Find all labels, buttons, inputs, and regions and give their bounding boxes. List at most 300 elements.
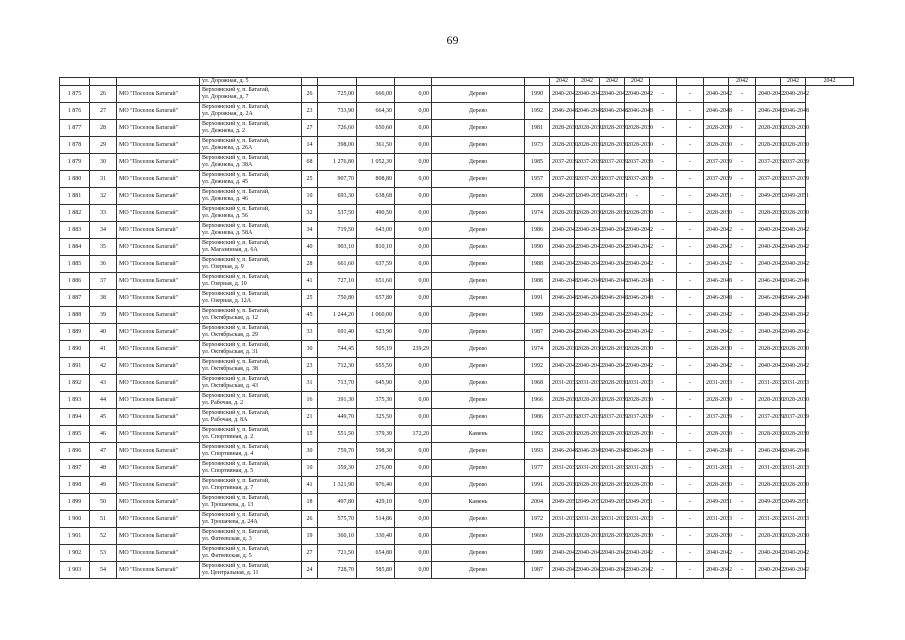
row-number-cell: 1 876 — [60, 103, 90, 120]
residential-area-cell: 654,80 — [357, 545, 395, 562]
address-cell — [200, 494, 302, 511]
dash-cell: - — [677, 290, 704, 307]
table-row — [60, 171, 854, 188]
repair-period-cell: 2040-2042 — [756, 358, 781, 375]
repair-period-cell: 2046-2048 — [756, 103, 781, 120]
dash-cell: - — [729, 477, 756, 494]
repair-period-cell: 2037-2039 — [550, 171, 575, 188]
address-cell — [200, 375, 302, 392]
repair-period-cell: 2046-2048 — [625, 443, 650, 460]
repair-period-cell: 2028-2030 — [550, 528, 575, 545]
repair-period-cell: 2028-2030 — [550, 120, 575, 137]
repair-period-cell: 2028-2030 — [550, 205, 575, 222]
dash-cell: - — [677, 341, 704, 358]
repair-period-cell: 2046-2048 — [704, 290, 729, 307]
repair-period-cell: 2028-2030 — [625, 120, 650, 137]
repair-period-cell: 2040-2042 — [625, 239, 650, 256]
nonresidential-area-cell: 0,00 — [395, 392, 432, 409]
repair-period-cell: 2040-2042 — [781, 358, 806, 375]
repair-period-cell: 2028-2030 — [575, 477, 600, 494]
repair-period-cell: 2040-2042 — [575, 545, 600, 562]
repair-period-cell: 2028-2030 — [550, 477, 575, 494]
total-area-cell: 750,80 — [318, 290, 357, 307]
table-row — [60, 426, 854, 443]
repair-period-cell: 2040-2042 — [756, 86, 781, 103]
dash-cell: - — [650, 375, 677, 392]
row-number-cell: 1 880 — [60, 171, 90, 188]
build-year-cell: 1988 — [525, 256, 550, 273]
repair-period-cell: 2028-2030 — [781, 341, 806, 358]
dash-cell: - — [650, 273, 677, 290]
residential-area-cell: 808,80 — [357, 171, 395, 188]
nonresidential-area-cell: 239,29 — [395, 341, 432, 358]
address-line-1: Верхоянский у, п. Батагай, — [202, 546, 270, 552]
repair-period-cell: 2040-2042 — [550, 358, 575, 375]
repair-period-cell: 2028-2030 — [600, 375, 625, 392]
address-cell — [200, 239, 302, 256]
address-cell — [200, 154, 302, 171]
address-line-1: Верхоянский у, п. Батагай, — [202, 308, 270, 314]
repair-period-cell: 2040-2042 — [600, 324, 625, 341]
table-row — [60, 256, 854, 273]
dash-cell: - — [650, 511, 677, 528]
address-line-1: Верхоянский у, п. Батагай, — [202, 478, 270, 484]
repair-period-cell: 2031-2033 — [704, 460, 729, 477]
repair-period-cell: 2028-2030 — [600, 528, 625, 545]
dash-cell: - — [677, 358, 704, 375]
address-cell — [200, 443, 302, 460]
repair-period-cell: 2031-2033 — [575, 511, 600, 528]
row-number-cell: 1 882 — [60, 205, 90, 222]
dash-cell: - — [650, 562, 677, 579]
empty-cell — [395, 78, 432, 86]
residential-area-cell: 375,30 — [357, 392, 395, 409]
residential-area-cell: 379,30 — [357, 426, 395, 443]
repair-period-cell: 2046-2048 — [600, 443, 625, 460]
nonresidential-area-cell: 0,00 — [395, 528, 432, 545]
address-cell — [200, 273, 302, 290]
local-number-cell: 33 — [90, 205, 117, 222]
nonresidential-area-cell: 0,00 — [395, 137, 432, 154]
dash-cell: - — [677, 120, 704, 137]
address-line-2: ул. Спортивная, д. 5 — [202, 468, 254, 474]
repair-period-cell: 2028-2030 — [704, 477, 729, 494]
repair-period-cell: 2031-2033 — [550, 460, 575, 477]
repair-period-cell: 2037-2039 — [781, 409, 806, 426]
table-row — [60, 239, 854, 256]
dash-cell: - — [677, 443, 704, 460]
total-area-cell: 1 276,80 — [318, 154, 357, 171]
nonresidential-area-cell: 172,20 — [395, 426, 432, 443]
apartments-cell: 16 — [302, 392, 318, 409]
repair-period-cell: 2040-2042 — [550, 562, 575, 579]
nonresidential-area-cell: 0,00 — [395, 222, 432, 239]
table-row — [60, 409, 854, 426]
address-line-2: ул. Дежнева, д. 46 — [202, 196, 249, 202]
total-area-cell: 693,30 — [318, 188, 357, 205]
address-line-2: ул. Рабочая, д. 2 — [202, 400, 244, 406]
repair-period-cell: 2042 — [806, 78, 854, 86]
wall-material-cell: Дерево — [432, 545, 525, 562]
wall-material-cell: Дерево — [432, 86, 525, 103]
repair-period-cell: 2037-2039 — [550, 154, 575, 171]
residential-area-cell: 1 060,00 — [357, 307, 395, 324]
dash-cell: - — [677, 256, 704, 273]
address-line-2: ул. Спортивная, д. 2 — [202, 434, 254, 440]
repair-period-cell: 2031-2033 — [600, 460, 625, 477]
owner-cell: МО "Поселок Батагай" — [117, 273, 200, 290]
dash-cell: - — [650, 205, 677, 222]
nonresidential-area-cell: 0,00 — [395, 545, 432, 562]
address-line-1: Верхоянский у, п. Батагай, — [202, 257, 270, 263]
repair-period-cell: 2028-2030 — [756, 528, 781, 545]
dash-cell: - — [650, 239, 677, 256]
repair-period-cell: 2040-2042 — [625, 256, 650, 273]
table-row — [60, 477, 854, 494]
repair-period-cell: 2028-2030 — [625, 477, 650, 494]
repair-period-cell: 2040-2042 — [575, 307, 600, 324]
nonresidential-area-cell: 0,00 — [395, 205, 432, 222]
repair-period-cell: 2028-2030 — [756, 120, 781, 137]
apartments-cell: 45 — [302, 307, 318, 324]
row-number-cell: 1 894 — [60, 409, 90, 426]
address-line-2: ул. Дежнева, д. 26А — [202, 145, 253, 151]
repair-period-cell: 2049-2051 — [575, 494, 600, 511]
repair-period-cell: 2040-2042 — [575, 239, 600, 256]
owner-cell: МО "Поселок Батагай" — [117, 188, 200, 205]
apartments-cell: 30 — [302, 341, 318, 358]
repair-period-cell: 2040-2042 — [625, 358, 650, 375]
nonresidential-area-cell: 0,00 — [395, 358, 432, 375]
dash-cell: - — [729, 86, 756, 103]
repair-period-cell: 2046-2048 — [704, 273, 729, 290]
repair-period-cell: 2037-2039 — [756, 154, 781, 171]
repair-period-cell: 2046-2048 — [600, 103, 625, 120]
dash-cell: - — [677, 392, 704, 409]
wall-material-cell: Дерево — [432, 409, 525, 426]
address-line-2: ул. Трошачева, д. 13 — [202, 502, 254, 508]
repair-period-cell: 2037-2039 — [600, 409, 625, 426]
repair-period-cell: 2028-2030 — [575, 426, 600, 443]
row-number-cell: 1 886 — [60, 273, 90, 290]
wall-material-cell: Дерево — [432, 239, 525, 256]
address-line-2: ул. Озерная, д. 10 — [202, 281, 247, 287]
dash-cell: - — [677, 239, 704, 256]
repair-period-cell: 2042 — [575, 78, 600, 86]
apartments-cell: 31 — [302, 375, 318, 392]
repair-period-cell: 2040-2042 — [781, 324, 806, 341]
build-year-cell: 1968 — [525, 375, 550, 392]
repair-period-cell: 2028-2030 — [781, 120, 806, 137]
wall-material-cell: Дерево — [432, 460, 525, 477]
repair-period-cell: 2037-2039 — [550, 409, 575, 426]
wall-material-cell: Камень — [432, 494, 525, 511]
total-area-cell: 691,40 — [318, 324, 357, 341]
total-area-cell: 733,90 — [318, 103, 357, 120]
wall-material-cell: Дерево — [432, 528, 525, 545]
dash-cell: - — [650, 443, 677, 460]
apartments-cell: 26 — [302, 511, 318, 528]
address-line-1: Верхоянский у, п. Батагай, — [202, 172, 270, 178]
repair-period-cell: 2040-2042 — [550, 86, 575, 103]
owner-cell: МО "Поселок Батагай" — [117, 154, 200, 171]
dash-cell: - — [729, 460, 756, 477]
residential-area-cell: 330,40 — [357, 528, 395, 545]
repair-period-cell: 2040-2042 — [781, 256, 806, 273]
address-line-1: Верхоянский у, п. Батагай, — [202, 376, 270, 382]
row-number-cell: 1 902 — [60, 545, 90, 562]
wall-material-cell: Дерево — [432, 358, 525, 375]
apartments-cell: 10 — [302, 460, 318, 477]
residential-area-cell: 810,10 — [357, 239, 395, 256]
residential-area-cell: 361,50 — [357, 137, 395, 154]
total-area-cell: 1 321,90 — [318, 477, 357, 494]
repair-period-cell: 2049-2051 — [550, 494, 575, 511]
repair-period-cell: 2046-2048 — [781, 443, 806, 460]
apartments-cell: 23 — [302, 358, 318, 375]
repair-period-cell: 2028-2030 — [575, 392, 600, 409]
owner-cell: МО "Поселок Батагай" — [117, 324, 200, 341]
wall-material-cell: Дерево — [432, 120, 525, 137]
repair-period-cell: 2040-2042 — [756, 256, 781, 273]
local-number-cell: 31 — [90, 171, 117, 188]
empty-cell — [432, 78, 525, 86]
nonresidential-area-cell: 0,00 — [395, 103, 432, 120]
build-year-cell: 1990 — [525, 86, 550, 103]
table-row — [60, 545, 854, 562]
address-line-1: Верхоянский у, п. Батагай, — [202, 427, 270, 433]
owner-cell: МО "Поселок Батагай" — [117, 256, 200, 273]
wall-material-cell: Дерево — [432, 443, 525, 460]
repair-period-cell: 2031-2033 — [575, 460, 600, 477]
address-cell — [200, 341, 302, 358]
table-row — [60, 222, 854, 239]
apartments-cell: 33 — [302, 324, 318, 341]
address-cell — [200, 511, 302, 528]
apartments-cell: 10 — [302, 188, 318, 205]
address-cell — [200, 426, 302, 443]
repair-period-cell: 2040-2042 — [550, 239, 575, 256]
repair-period-cell — [756, 78, 781, 86]
dash-cell: - — [650, 103, 677, 120]
table-row — [60, 120, 854, 137]
repair-period-cell: 2028-2030 — [625, 137, 650, 154]
address-line-1: Верхоянский у, п. Батагай, — [202, 325, 270, 331]
residential-area-cell: 276,00 — [357, 460, 395, 477]
repair-period-cell: 2040-2042 — [781, 562, 806, 579]
wall-material-cell: Дерево — [432, 290, 525, 307]
dash-cell: - — [677, 426, 704, 443]
build-year-cell: 1969 — [525, 528, 550, 545]
table-row — [60, 137, 854, 154]
residential-area-cell: 1 052,30 — [357, 154, 395, 171]
repair-period-cell: 2040-2042 — [756, 222, 781, 239]
address-line-1: Верхоянский у, п. Батагай, — [202, 461, 270, 467]
build-year-cell: 1985 — [525, 154, 550, 171]
repair-period-cell: 2040-2042 — [781, 239, 806, 256]
residential-area-cell: 514,86 — [357, 511, 395, 528]
address-line-2: ул. Октябрьская, д. 31 — [202, 349, 258, 355]
dash-cell: - — [729, 137, 756, 154]
total-area-cell: 360,10 — [318, 528, 357, 545]
local-number-cell: 28 — [90, 120, 117, 137]
table-row — [60, 307, 854, 324]
repair-period-cell: 2028-2030 — [756, 137, 781, 154]
local-number-cell: 30 — [90, 154, 117, 171]
repair-period-cell: 2028-2030 — [625, 205, 650, 222]
residential-area-cell: 650,60 — [357, 120, 395, 137]
apartments-cell: 15 — [302, 426, 318, 443]
repair-period-cell: 2046-2048 — [550, 103, 575, 120]
nonresidential-area-cell: 0,00 — [395, 256, 432, 273]
repair-period-cell: 2031-2033 — [600, 511, 625, 528]
repair-period-cell: 2040-2042 — [781, 307, 806, 324]
empty-cell — [302, 78, 318, 86]
dash-cell: - — [677, 154, 704, 171]
dash-cell: - — [729, 426, 756, 443]
dash-cell: - — [729, 273, 756, 290]
dash-cell: - — [650, 528, 677, 545]
repair-period-cell: 2037-2039 — [575, 154, 600, 171]
total-area-cell: 359,30 — [318, 460, 357, 477]
dash-cell: - — [650, 477, 677, 494]
repair-period-cell: 2040-2042 — [781, 545, 806, 562]
empty-cell — [357, 78, 395, 86]
repair-period-cell: 2028-2030 — [704, 341, 729, 358]
total-area-cell: 907,70 — [318, 171, 357, 188]
repair-period-cell: 2040-2042 — [704, 562, 729, 579]
total-area-cell: 449,70 — [318, 409, 357, 426]
repair-period-cell: 2046-2048 — [550, 443, 575, 460]
apartments-cell: 27 — [302, 545, 318, 562]
address-line-1: Верхоянский у, п. Батагай, — [202, 274, 270, 280]
address-line-1: Верхоянский у, п. Батагай, — [202, 512, 270, 518]
empty-cell — [525, 78, 550, 86]
repair-period-cell: 2049-2051 — [575, 188, 600, 205]
dash-cell: - — [677, 222, 704, 239]
residential-area-cell: 585,80 — [357, 562, 395, 579]
wall-material-cell: Дерево — [432, 511, 525, 528]
apartments-cell: 19 — [302, 528, 318, 545]
row-number-cell: 1 884 — [60, 239, 90, 256]
address-line-2: ул. Дежнева, д. 38А — [202, 162, 253, 168]
local-number-cell: 54 — [90, 562, 117, 579]
repair-period-cell: 2049-2051 — [756, 494, 781, 511]
repair-period-cell: 2040-2042 — [600, 545, 625, 562]
repair-period-cell: 2028-2030 — [575, 341, 600, 358]
wall-material-cell: Дерево — [432, 188, 525, 205]
local-number-cell: 46 — [90, 426, 117, 443]
empty-cell — [318, 78, 357, 86]
repair-period-cell: 2040-2042 — [704, 324, 729, 341]
apartments-cell: 25 — [302, 171, 318, 188]
owner-cell: МО "Поселок Батагай" — [117, 375, 200, 392]
repair-period-cell: 2040-2042 — [600, 86, 625, 103]
local-number-cell: 45 — [90, 409, 117, 426]
dash-cell: - — [677, 86, 704, 103]
table-row — [60, 154, 854, 171]
repair-period-cell: 2028-2030 — [781, 426, 806, 443]
row-number-cell: 1 883 — [60, 222, 90, 239]
dash-cell: - — [650, 392, 677, 409]
repair-period-cell: 2037-2039 — [781, 154, 806, 171]
address-cell — [200, 290, 302, 307]
repair-period-cell: 2028-2030 — [575, 205, 600, 222]
address-line-1: Верхоянский у, п. Батагай, — [202, 563, 270, 569]
repair-period-cell: 2031-2033 — [756, 460, 781, 477]
repair-period-cell: 2028-2030 — [756, 477, 781, 494]
repair-period-cell: 2028-2030 — [756, 392, 781, 409]
residential-area-cell: 637,59 — [357, 256, 395, 273]
repair-period-cell: 2049-2051 — [600, 188, 625, 205]
local-number-cell: 32 — [90, 188, 117, 205]
repair-period-cell: 2049-2051 — [600, 494, 625, 511]
repair-period-cell: 2028-2030 — [704, 120, 729, 137]
repair-period-cell: 2046-2048 — [575, 443, 600, 460]
repair-period-cell: 2049-2051 — [756, 188, 781, 205]
repair-period-cell: 2040-2042 — [625, 545, 650, 562]
table-row — [60, 103, 854, 120]
wall-material-cell: Дерево — [432, 171, 525, 188]
nonresidential-area-cell: 0,00 — [395, 494, 432, 511]
repair-period-cell: 2028-2030 — [600, 392, 625, 409]
repair-period-cell: 2040-2042 — [550, 545, 575, 562]
repair-period-cell: 2037-2039 — [756, 171, 781, 188]
repair-period-cell: 2037-2039 — [575, 409, 600, 426]
housing-register-table — [59, 77, 854, 579]
dash-cell: - — [729, 205, 756, 222]
repair-period-cell: 2028-2030 — [756, 426, 781, 443]
repair-period-cell: 2040-2042 — [704, 256, 729, 273]
address-line-1: Верхоянский у, п. Батагай, — [202, 291, 270, 297]
row-number-cell: 1 895 — [60, 426, 90, 443]
residential-area-cell: 505,19 — [357, 341, 395, 358]
repair-period-cell: 2037-2039 — [756, 409, 781, 426]
local-number-cell: 42 — [90, 358, 117, 375]
owner-cell: МО "Поселок Батагай" — [117, 409, 200, 426]
dash-cell: - — [729, 239, 756, 256]
residential-area-cell: 645,90 — [357, 375, 395, 392]
nonresidential-area-cell: 0,00 — [395, 154, 432, 171]
apartments-cell: 41 — [302, 477, 318, 494]
owner-cell: МО "Поселок Батагай" — [117, 307, 200, 324]
owner-cell: МО "Поселок Батагай" — [117, 171, 200, 188]
repair-period-cell: 2037-2039 — [625, 154, 650, 171]
owner-cell: МО "Поселок Батагай" — [117, 120, 200, 137]
repair-period-cell: 2028-2030 — [756, 341, 781, 358]
build-year-cell: 1989 — [525, 307, 550, 324]
dash-cell: - — [677, 103, 704, 120]
owner-cell: МО "Поселок Батагай" — [117, 511, 200, 528]
dash-cell: - — [650, 409, 677, 426]
dash-cell: - — [729, 290, 756, 307]
repair-period-cell: 2040-2042 — [550, 324, 575, 341]
apartments-cell: 27 — [302, 120, 318, 137]
residential-area-cell: 664,30 — [357, 103, 395, 120]
repair-period-cell: 2040-2042 — [704, 239, 729, 256]
repair-period-cell: 2028-2030 — [550, 341, 575, 358]
repair-period-cell: 2040-2042 — [625, 222, 650, 239]
owner-cell — [117, 78, 200, 86]
repair-period-cell: 2040-2042 — [600, 562, 625, 579]
repair-period-cell: 2028-2030 — [575, 137, 600, 154]
table-row — [60, 341, 854, 358]
build-year-cell: 1973 — [525, 137, 550, 154]
repair-period-cell: 2042 — [550, 78, 575, 86]
address-cell — [200, 545, 302, 562]
dash-cell: - — [677, 324, 704, 341]
dash-cell: - — [650, 290, 677, 307]
